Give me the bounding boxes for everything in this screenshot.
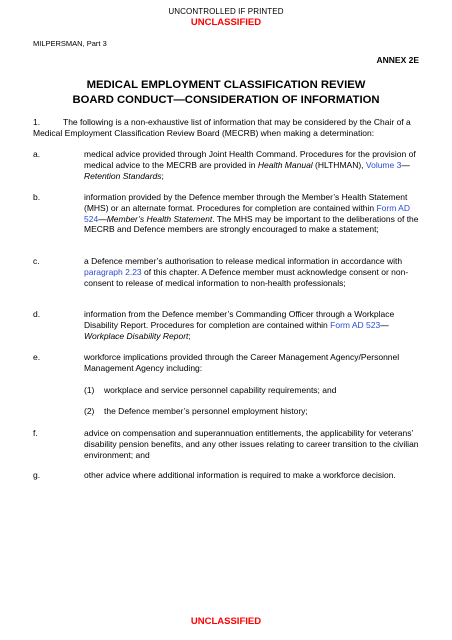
- sub-item-1: [84, 385, 414, 396]
- item-text: advice on compensation and superannuation entitlements, the applicability for veterans’ disability pension benefits, and any other issues relating to career transition to the civilian environment; and: [84, 428, 419, 460]
- text-run: of this chapter. A Defence member must acknowledge consent or non-consent to release of medical information to non-health professionals;: [84, 266, 409, 288]
- italic-run: —Workplace Disability Report: [84, 319, 389, 341]
- item-text: [84, 192, 423, 235]
- sub-item-2: [84, 406, 414, 417]
- item-letter: g.: [33, 470, 41, 480]
- sub-item-number: (1): [84, 385, 95, 395]
- text-run: ;: [188, 330, 191, 341]
- text-run: a Defence member’s authorisation to release medical information in accordance with: [84, 256, 403, 266]
- italic-run: —Member’s Health Statement: [98, 213, 213, 224]
- footer-classification: UNCLASSIFIED: [190, 616, 262, 627]
- text-run: information from the Defence member’s Commanding Officer through a Workplace Disability Report. Procedures for completion are contained within: [84, 309, 395, 330]
- item-letter: d.: [33, 309, 41, 319]
- item-text: [84, 309, 423, 341]
- list-item-c: [33, 256, 423, 288]
- item-letter: a.: [33, 149, 41, 159]
- item-text: [84, 256, 423, 288]
- list-item-g: [33, 470, 423, 481]
- form-ad-523-link[interactable]: Form AD 523: [330, 319, 381, 330]
- title-line-2: BOARD CONDUCT—CONSIDERATION OF INFORMATION: [72, 94, 380, 106]
- paragraph-number: 1.: [33, 117, 41, 127]
- italic-run: —Retention Standards: [84, 159, 410, 181]
- text-run: ;: [161, 170, 164, 181]
- sub-item-text: the Defence member’s personnel employment history;: [104, 406, 308, 416]
- item-letter: b.: [33, 192, 41, 202]
- list-item-b: [33, 192, 423, 235]
- paragraph-2-23-link[interactable]: paragraph 2.23: [84, 266, 142, 277]
- text-run: medical advice provided through Joint Health Command. Procedures for the provision of medical advice to the MECRB are provided in: [84, 149, 416, 170]
- annex-label: ANNEX 2E: [376, 55, 419, 65]
- document-reference: MILPERSMAN, Part 3: [33, 39, 107, 48]
- text-run: information provided by the Defence member through the Member’s Health Statement (MHS) or an alternate format. Procedures for completion are contained within: [84, 192, 408, 213]
- page-title: [40, 78, 412, 108]
- list-item-a: [33, 149, 423, 181]
- sub-item-text: workplace and service personnel capability requirements; and: [104, 385, 337, 395]
- list-item-f: [33, 428, 423, 460]
- intro-text: The following is a non-exhaustive list of information that may be considered by the Chair of a Medical Employment Classification Review Board (MECRB) when making a determination:: [33, 117, 411, 138]
- text-run: . The MHS may be important to the deliberations of the MECRB and Defence members are strongly encouraged to make a statement;: [84, 213, 419, 235]
- item-text: other advice where additional information is required to make a workforce decision.: [84, 470, 396, 480]
- list-item-d: [33, 309, 423, 341]
- volume-3-link[interactable]: Volume 3: [365, 159, 402, 170]
- item-letter: f.: [33, 428, 38, 438]
- uncontrolled-notice: UNCONTROLLED IF PRINTED: [168, 7, 284, 16]
- sub-item-number: (2): [84, 406, 95, 416]
- list-item-e: [33, 352, 423, 374]
- text-run: (HLTHMAN),: [312, 159, 366, 170]
- item-text: workforce implications provided through the Career Management Agency/Personnel Management Agency including:: [84, 352, 400, 373]
- title-line-1: MEDICAL EMPLOYMENT CLASSIFICATION REVIEW: [86, 79, 366, 91]
- item-text: [84, 149, 423, 181]
- form-ad-524-link[interactable]: Form AD 524: [84, 202, 410, 224]
- italic-run: Health Manual: [257, 159, 313, 170]
- item-letter: e.: [33, 352, 41, 362]
- item-letter: c.: [33, 256, 40, 266]
- header-classification: UNCLASSIFIED: [190, 17, 262, 28]
- intro-paragraph: [33, 117, 423, 139]
